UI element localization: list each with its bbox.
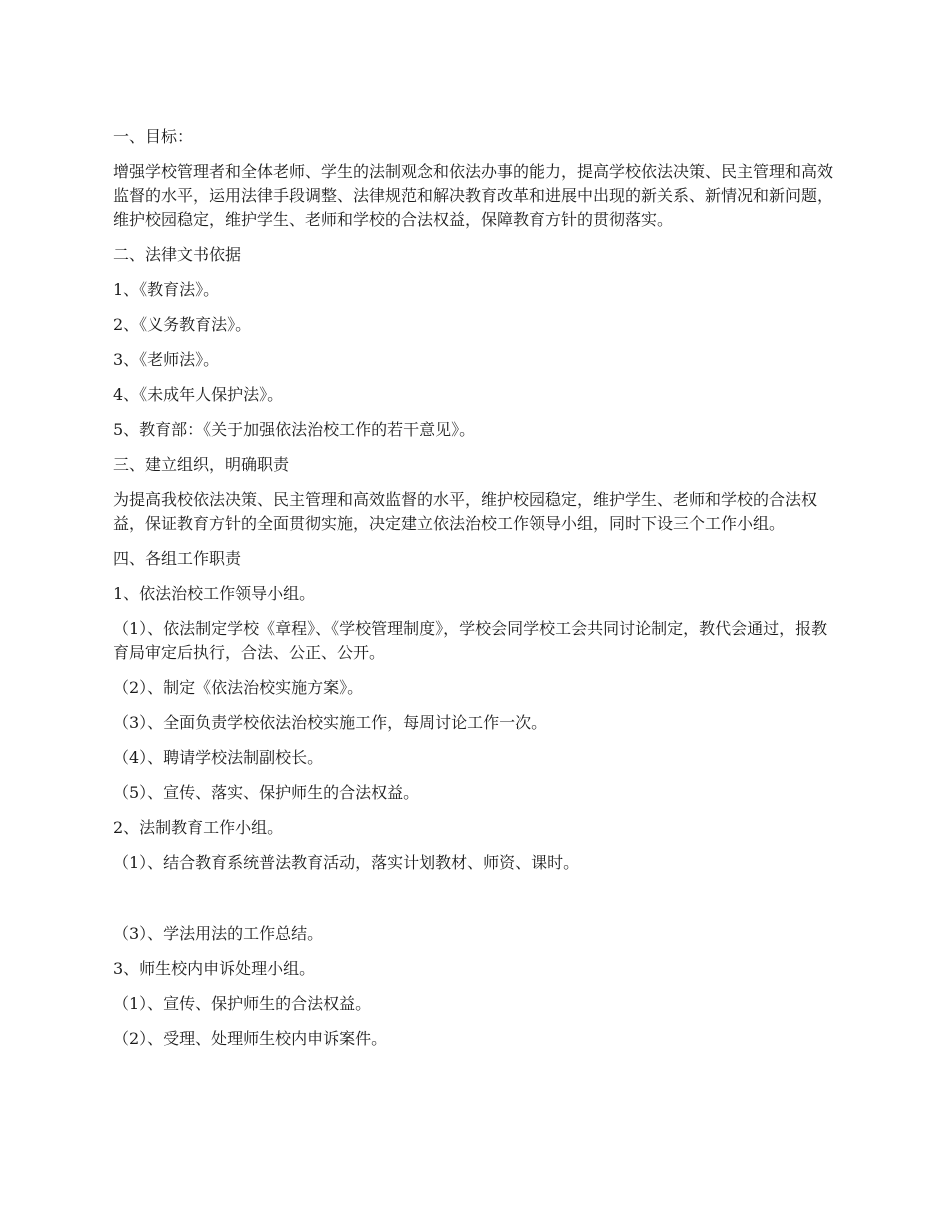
section-heading-organization: 三、建立组织，明确职责 [113, 455, 290, 474]
duties-list-item: （1）、结合教育系统普法教育活动，落实计划教材、师资、课时。 [113, 853, 580, 872]
duties-group-heading: 3、师生校内申诉处理小组。 [113, 959, 316, 978]
blank-gap [113, 886, 841, 922]
section-heading-legal-basis: 二、法律文书依据 [113, 245, 242, 264]
duties-list-item: （3）、全面负责学校依法治校实施工作，每周讨论工作一次。 [113, 713, 548, 732]
duties-list-item: （2）、制定《依法治校实施方案》。 [113, 678, 364, 697]
duties-list-item: （1）、依法制定学校《章程》、《学校管理制度》，学校会同学校工会共同讨论制定，教代会通过，报教育局审定后执行，合法、公正、公开。 [113, 619, 828, 662]
document-body [113, 125, 841, 1062]
legal-basis-item: 3、《老师法》。 [113, 350, 220, 369]
legal-basis-item: 5、教育部：《关于加强依法治校工作的若干意见》。 [113, 420, 476, 439]
organization-paragraph: 为提高我校依法决策、民主管理和高效监督的水平，维护校园稳定，维护学生、老师和学校的合法权益，保证教育方针的全面贯彻实施，决定建立依法治校工作领导小组，同时下设三个工作小组。 [113, 490, 818, 533]
goals-paragraph: 增强学校管理者和全体老师、学生的法制观念和依法办事的能力，提高学校依法决策、民主管理和高效监督的水平，运用法律手段调整、法律规范和解决教育改革和进展中出现的新关系、新情况和新问题，维护校园稳定，维护学生、老师和学校的合法权益，保障教育方针的贯彻落实。 [113, 162, 834, 229]
legal-basis-item: 2、《义务教育法》。 [113, 315, 252, 334]
section-heading-duties: 四、各组工作职责 [113, 549, 242, 568]
legal-basis-item: 4、《未成年人保护法》。 [113, 385, 284, 404]
duties-list-item: （4）、聘请学校法制副校长。 [113, 748, 324, 767]
duties-list-item: （3）、学法用法的工作总结。 [113, 924, 324, 943]
duties-list-item: （1）、宣传、保护师生的合法权益。 [113, 994, 372, 1013]
duties-list-item: （5）、宣传、落实、保护师生的合法权益。 [113, 783, 420, 802]
duties-group-heading: 1、依法治校工作领导小组。 [113, 584, 316, 603]
duties-list-item: （2）、受理、处理师生校内申诉案件。 [113, 1029, 388, 1048]
duties-group-heading: 2、法制教育工作小组。 [113, 818, 284, 837]
legal-basis-item: 1、《教育法》。 [113, 280, 220, 299]
section-heading-goals: 一、目标： [113, 127, 194, 146]
